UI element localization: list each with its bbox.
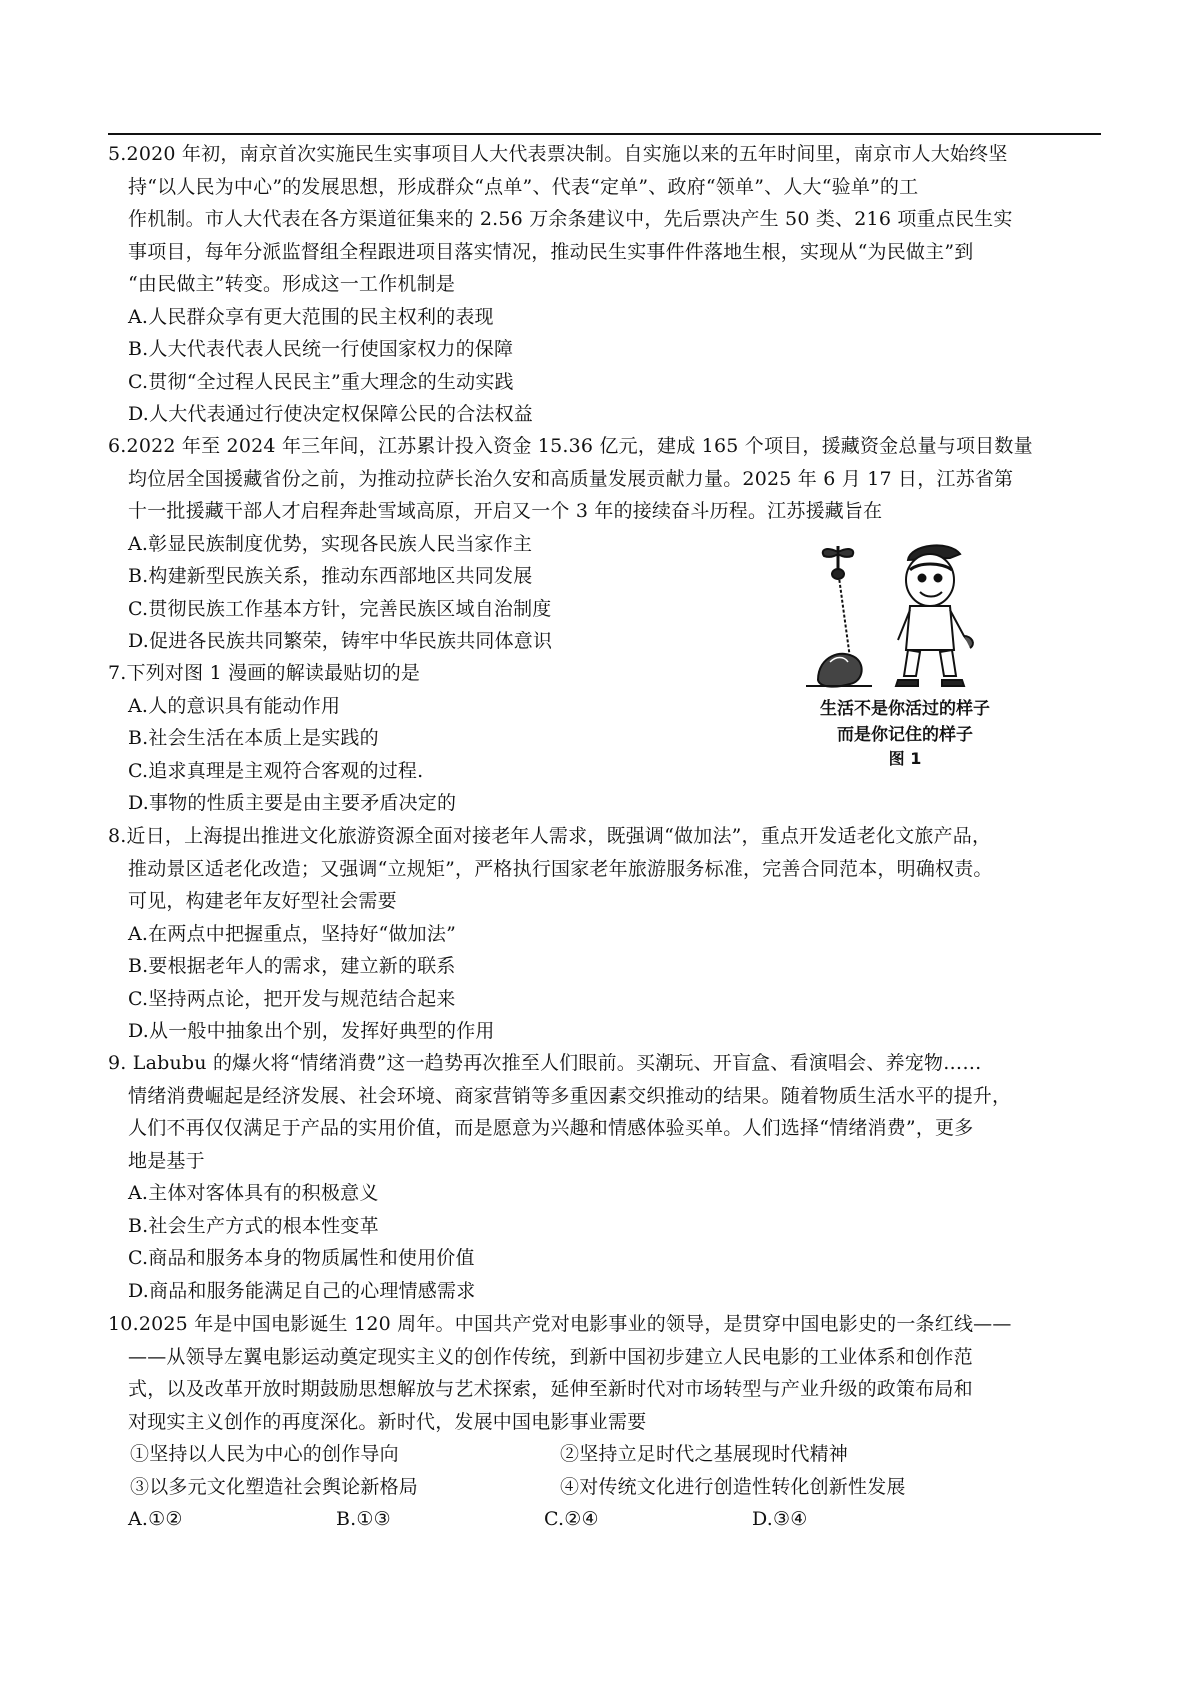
stem-line: 情绪消费崛起是经济发展、社会环境、商家营销等多重因素交织推动的结果。随着物质生活水平的提升， — [128, 1084, 1012, 1107]
choice-b: B.①③ — [336, 1508, 391, 1530]
boy-figure-icon — [896, 545, 973, 686]
stem-line: 十一批援藏干部人才启程奔赴雪域高原，开启又一个 3 年的接续奋斗历程。江苏援藏旨在 — [128, 500, 883, 522]
option-c: C.商品和服务本身的物质属性和使用价值 — [128, 1247, 475, 1269]
top-rule — [108, 133, 1101, 135]
stem-line: 地是基于 — [128, 1149, 205, 1172]
stem-line: 可见，构建老年友好型社会需要 — [128, 890, 397, 912]
statement-row — [108, 1438, 1098, 1471]
question-9 — [108, 1047, 1098, 1307]
question-5-stem — [108, 138, 1098, 301]
stem-line: 人们不再仅仅满足于产品的实用价值，而是愿意为兴趣和情感体验买单。人们选择“情绪消费”，更多 — [128, 1117, 974, 1139]
cartoon-illustration — [800, 540, 1010, 692]
stem-line: 8.近日，上海提出推进文化旅游资源全面对接老年人需求，既强调“做加法”，重点开发适老化文旅产品， — [108, 825, 992, 847]
statement-row — [108, 1471, 1098, 1504]
option-a: A.彰显民族制度优势，实现各民族人民当家作主 — [128, 532, 533, 555]
option-a: A.在两点中把握重点，坚持好“做加法” — [128, 922, 456, 945]
answer-choices — [108, 1503, 1098, 1536]
statement-2: ②坚持立足时代之基展现时代精神 — [560, 1443, 849, 1465]
figure-caption-line2: 而是你记住的样子 — [837, 725, 973, 745]
stem-line: “由民做主”转变。形成这一工作机制是 — [128, 273, 456, 295]
question-8-stem — [108, 820, 1098, 918]
question-9-stem — [108, 1047, 1098, 1177]
choice-a: A.①② — [128, 1508, 183, 1530]
statement-1: ①坚持以人民为中心的创作导向 — [130, 1443, 399, 1465]
stem-line: 式，以及改革开放时期鼓励思想解放与艺术探索，延伸至新时代对市场转型与产业升级的政策布局和 — [128, 1378, 973, 1400]
dragonfly-icon — [823, 546, 853, 570]
figure-caption-line1: 生活不是你活过的样子 — [820, 699, 990, 719]
stem-line: 7.下列对图 1 漫画的解读最贴切的是 — [108, 662, 421, 684]
option-a: A.人民群众享有更大范围的民主权利的表现 — [128, 305, 494, 328]
figure-label: 图 1 — [888, 749, 922, 768]
question-6-stem — [108, 430, 1098, 528]
figure-1-cartoon — [790, 540, 1020, 778]
option-d: D.促进各民族共同繁荣，铸牢中华民族共同体意识 — [128, 630, 553, 652]
question-5 — [108, 138, 1098, 431]
stem-line: ——从领导左翼电影运动奠定现实主义的创作传统，到新中国初步建立人民电影的工业体系和创作范 — [128, 1345, 973, 1368]
option-b: B.社会生活在本质上是实践的 — [128, 727, 379, 749]
option-a: A.人的意识具有能动作用 — [128, 694, 341, 717]
ground-creature-icon — [806, 654, 872, 687]
option-d: D.商品和服务能满足自己的心理情感需求 — [128, 1279, 476, 1302]
option-a: A.主体对客体具有的积极意义 — [128, 1182, 379, 1204]
option-c: C.追求真理是主观符合客观的过程. — [128, 759, 424, 782]
stick-icon — [832, 569, 850, 658]
statement-3: ③以多元文化塑造社会舆论新格局 — [130, 1475, 419, 1498]
stem-line: 对现实主义创作的再度深化。新时代，发展中国电影事业需要 — [128, 1410, 647, 1433]
choice-c: C.②④ — [544, 1508, 599, 1530]
option-b: B.社会生产方式的根本性变革 — [128, 1214, 379, 1237]
choice-d: D.③④ — [752, 1508, 808, 1530]
option-b: B.人大代表代表人民统一行使国家权力的保障 — [128, 338, 514, 360]
stem-line: 持“以人民为中心”的发展思想，形成群众“点单”、代表“定单”、政府“领单”、人大“验单”的工 — [128, 175, 919, 198]
statement-4: ④对传统文化进行创造性转化创新性发展 — [560, 1475, 906, 1498]
stem-line: 推动景区适老化改造；又强调“立规矩”，严格执行国家老年旅游服务标准，完善合同范本，明确权责。 — [128, 857, 993, 880]
option-b: B.构建新型民族关系，推动东西部地区共同发展 — [128, 565, 533, 587]
stem-line: 作机制。市人大代表在各方渠道征集来的 2.56 万余条建议中，先后票决产生 50 类、216 项重点民生实 — [128, 208, 1013, 230]
question-10-stem — [108, 1308, 1098, 1438]
stem-line: 5.2020 年初，南京首次实施民生实事项目人大代表票决制。自实施以来的五年时间里，南京市人大始终坚 — [108, 143, 1008, 165]
stem-line: 事项目，每年分派监督组全程跟进项目落实情况，推动民生实事件件落地生根，实现从“为民做主”到 — [128, 240, 974, 263]
stem-line: 9. Labubu 的爆火将“情绪消费”这一趋势再次推至人们眼前。买潮玩、开盲盒、看演唱会、养宠物…… — [108, 1052, 982, 1074]
question-10 — [108, 1308, 1098, 1536]
option-d: D.从一般中抽象出个别，发挥好典型的作用 — [128, 1020, 495, 1042]
stem-line: 10.2025 年是中国电影诞生 120 周年。中国共产党对电影事业的领导，是贯穿中国电影史的一条红线—— — [108, 1313, 1012, 1335]
option-d: D.事物的性质主要是由主要矛盾决定的 — [128, 792, 457, 814]
option-c: C.贯彻“全过程人民民主”重大理念的生动实践 — [128, 370, 514, 393]
stem-line: 均位居全国援藏省份之前，为推动拉萨长治久安和高质量发展贡献力量。2025 年 6 月 17 日，江苏省第 — [128, 467, 1014, 490]
question-8 — [108, 820, 1098, 1048]
option-c: C.贯彻民族工作基本方针，完善民族区域自治制度 — [128, 597, 552, 620]
stem-line: 6.2022 年至 2024 年三年间，江苏累计投入资金 15.36 亿元，建成 165 个项目，援藏资金总量与项目数量 — [108, 435, 1033, 457]
option-c: C.坚持两点论，把开发与规范结合起来 — [128, 987, 456, 1010]
option-d: D.人大代表通过行使决定权保障公民的合法权益 — [128, 403, 533, 425]
option-b: B.要根据老年人的需求，建立新的联系 — [128, 955, 456, 977]
